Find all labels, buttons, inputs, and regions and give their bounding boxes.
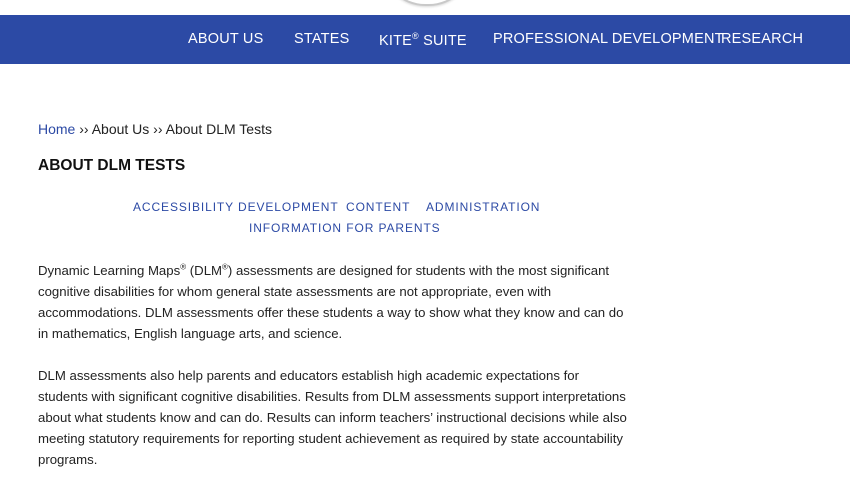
intro-paragraph: [38, 260, 628, 344]
nav-research[interactable]: RESEARCH: [721, 31, 804, 47]
registered-mark: ®: [180, 262, 187, 272]
subnav-content[interactable]: CONTENT: [346, 200, 411, 214]
nav-kite-suffix: SUITE: [418, 32, 467, 49]
expectations-paragraph: DLM assessments also help parents and educators establish high academic expectations for students with significant cognitive disabilities. Results from DLM assessments support interpretations about what students know and can do. Results can inform teachers’ instructional decisions while also meeting statutory requirements for reporting student achievement as required by state accountability programs.: [38, 368, 627, 467]
breadcrumb: [38, 121, 272, 137]
breadcrumb-separator: ››: [75, 121, 92, 137]
site-logo[interactable]: [382, 0, 472, 6]
paragraph-text: ) assessments are designed for students with the most significant cognitive disabilities for whom general state assessments are not appropriate, even with accommodations. DLM assessments offer these students a way to show what they know and can do in mathematics, English language arts, and science.: [38, 263, 624, 341]
subnav-development[interactable]: DEVELOPMENT: [238, 200, 339, 214]
registered-mark: ®: [412, 31, 419, 41]
registered-mark: ®: [222, 262, 228, 272]
breadcrumb-separator: ››: [149, 121, 166, 137]
paragraph-text: Dynamic Learning Maps: [38, 263, 181, 278]
nav-kite-label: KITE: [379, 32, 413, 49]
paragraph-text: (DLM: [186, 263, 223, 278]
nav-professional-development[interactable]: PROFESSIONAL DEVELOPMENT: [493, 31, 724, 47]
breadcrumb-home[interactable]: Home: [38, 121, 76, 137]
breadcrumb-about-us[interactable]: About Us: [91, 121, 150, 137]
page-title: ABOUT DLM TESTS: [38, 157, 186, 174]
main-nav-bar: [0, 15, 850, 64]
breadcrumb-current: About DLM Tests: [165, 121, 272, 137]
subnav-information-for-parents[interactable]: INFORMATION FOR PARENTS: [249, 221, 441, 235]
nav-kite-suite[interactable]: [379, 31, 467, 49]
main-content: [38, 260, 628, 491]
subnav-accessibility[interactable]: ACCESSIBILITY: [133, 200, 235, 214]
nav-states[interactable]: STATES: [294, 31, 350, 47]
subnav-administration[interactable]: ADMINISTRATION: [426, 200, 541, 214]
nav-about-us[interactable]: ABOUT US: [188, 31, 264, 47]
